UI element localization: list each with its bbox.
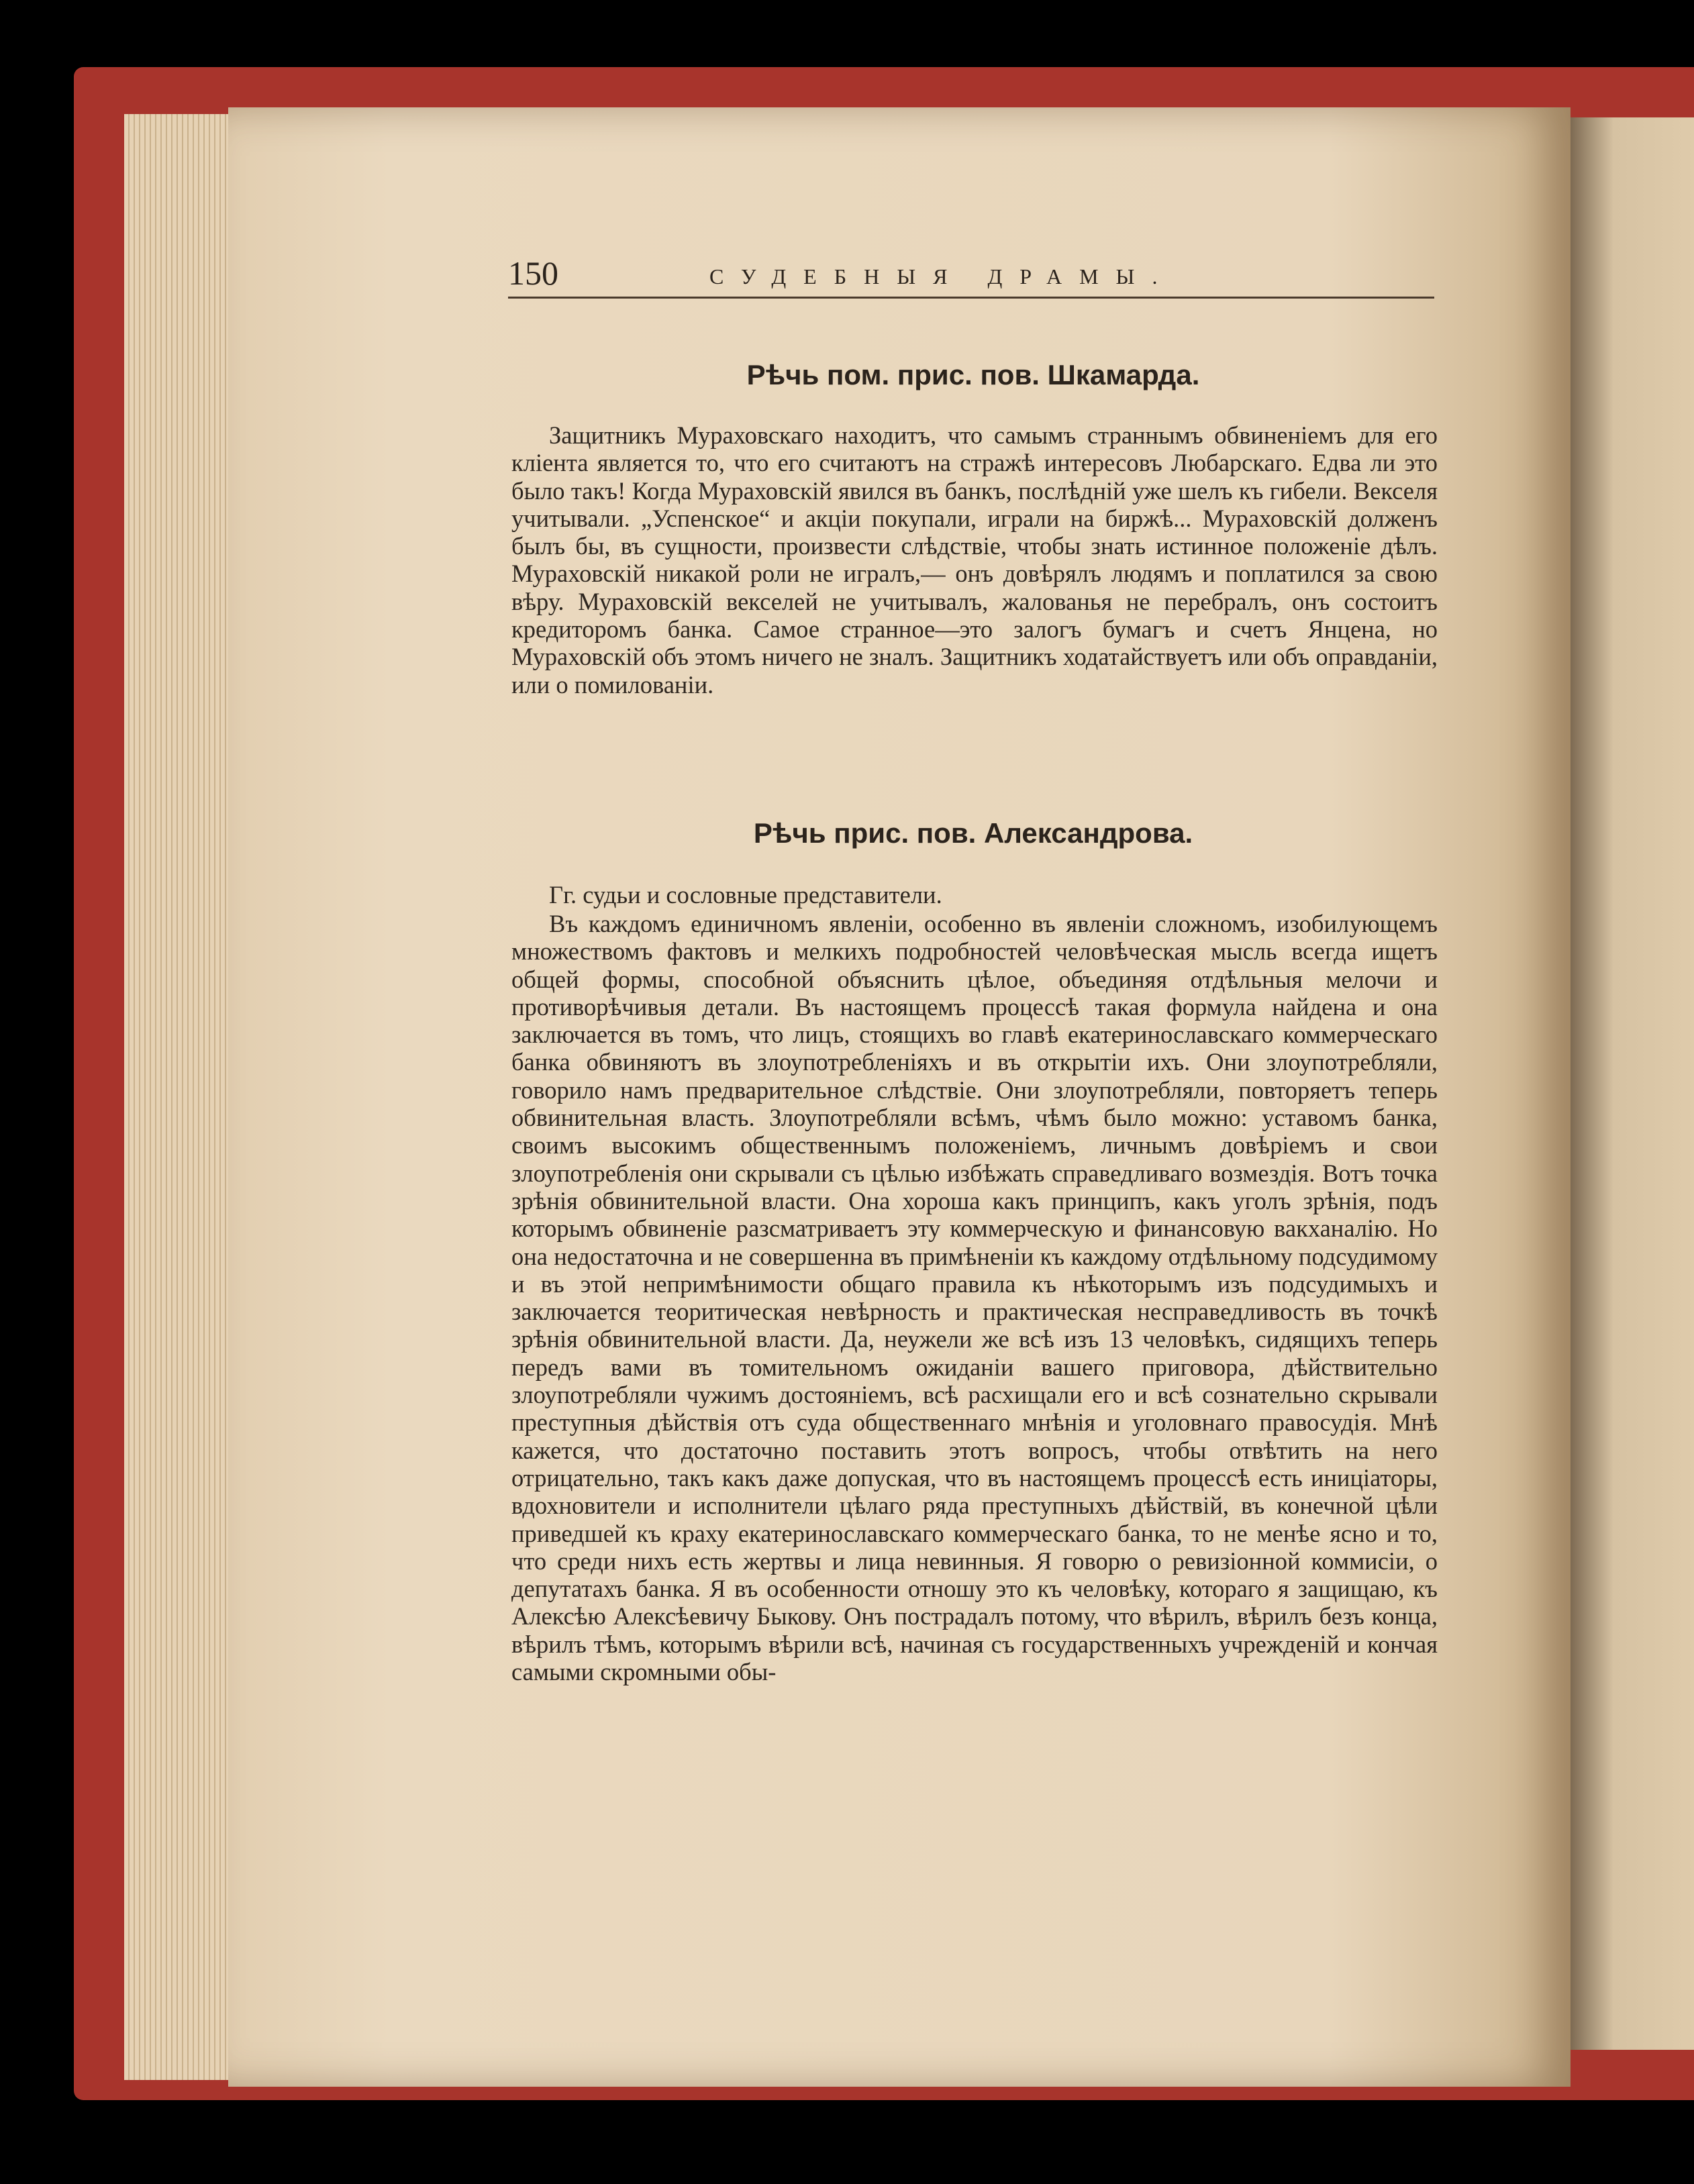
section1-title: Рѣчь пом. прис. пов. Шкамарда. bbox=[746, 359, 1200, 391]
facing-page-edge bbox=[1571, 117, 1694, 2050]
page-number: 150 bbox=[508, 254, 558, 292]
section2-paragraph: Въ каждомъ единичномъ явленіи, особенно въ явленіи сложномъ, изобилующемъ множествомъ фактовъ и мелкихъ подробностей человѣческая мысль всегда ищетъ общей формы, способной объяснить цѣлое, объединяя отдѣльныя мелочи и противорѣчивыя детали. Въ настоящемъ процессѣ такая формула найдена и она заключается въ томъ, что лицъ, стоящихъ во главѣ екатеринославскаго коммерческаго банка обвиняютъ въ злоупотребленіяхъ и въ открытіи ихъ. Они злоупотребляли, говорило намъ предварительное слѣдствіе. Они злоупотребляли, повторяетъ теперь обвинительная власть. Злоупотребляли всѣмъ, чѣмъ было можно: уставомъ банка, своимъ высокимъ общественнымъ положеніемъ, личнымъ довѣріемъ и свои злоупотребленія они скрывали съ цѣлью избѣжать справедливаго возмездія. Вотъ точка зрѣнія обвинительной власти. Она хороша какъ принципъ, какъ уголъ зрѣнія, подъ которымъ обвиненіе разсматриваетъ эту коммерческую и финансовую вакханалію. Но она недостаточна и не совершенна въ примѣненіи къ каждому отдѣльному подсудимому и въ этой непримѣнимости общаго правила къ нѣкоторымъ изъ подсудимыхъ и заключается теоритическая невѣрность и практическая несправедливость въ точкѣ зрѣнія обвинительной власти. Да, неужели же всѣ изъ 13 человѣкъ, сидящихъ теперь передъ вами въ томительномъ ожиданіи вашего приговора, дѣйствительно злоупотребляли чужимъ достояніемъ, всѣ расхищали его и всѣ сознательно скрывали преступныя дѣйствія отъ суда общественнаго мнѣнія и уголовнаго правосудія. Мнѣ кажется, что достаточно поставить этотъ вопросъ, чтобы отвѣтить на него отрицательно, такъ какъ даже допуская, что въ настоящемъ процессѣ есть иниціаторы, вдохновители и исполнители цѣлаго ряда преступныхъ дѣйствій, въ конечной цѣли приведшей къ краху екатеринославскаго коммерческаго банка, то не менѣе ясно и то, что среди нихъ есть жертвы и лица невинныя. Я говорю о ревизіонной коммисіи, о депутатахъ банка. Я въ особенности отношу это къ человѣку, котораго я защищаю, къ Алексѣю Алексѣевичу Быкову. Онъ пострадалъ потому, что вѣрилъ, вѣрилъ безъ конца, вѣрилъ тѣмъ, которымъ вѣрили всѣ, начиная съ государственныхъ учрежденій и кончая самыми скромными обы- bbox=[511, 910, 1438, 1686]
section2-title: Рѣчь прис. пов. Александрова. bbox=[753, 817, 1193, 849]
running-head-title: СУДЕБНЫЯ ДРАМЫ. bbox=[709, 264, 1175, 289]
section1-paragraph: Защитникъ Мураховскаго находитъ, что самымъ страннымъ обвиненіемъ для его кліента является то, что его считаютъ на стражѣ интересовъ Любарскаго. Едва ли это было такъ! Когда Мураховскій явился въ банкъ, послѣдній уже шелъ къ гибели. Векселя учитывали. „Успенское“ и акціи покупали, играли на биржѣ... Мураховскій долженъ былъ бы, въ сущности, произвести слѣдствіе, чтобы знать истинное положеніе дѣлъ. Мураховскій никакой роли не игралъ,— онъ довѣрялъ людямъ и поплатился за свою вѣру. Мураховскій векселей не учитывалъ, жалованья не перебралъ, онъ состоитъ кредиторомъ банка. Самое странное—это залогъ бумагъ и счетъ Янцена, но Мураховскій объ этомъ ничего не зналъ. Защитникъ ходатайствуетъ или объ оправданіи, или о помилованіи. bbox=[511, 421, 1438, 698]
running-header bbox=[508, 256, 1434, 299]
section2-greeting: Гг. судьи и сословные представители. bbox=[549, 881, 942, 908]
